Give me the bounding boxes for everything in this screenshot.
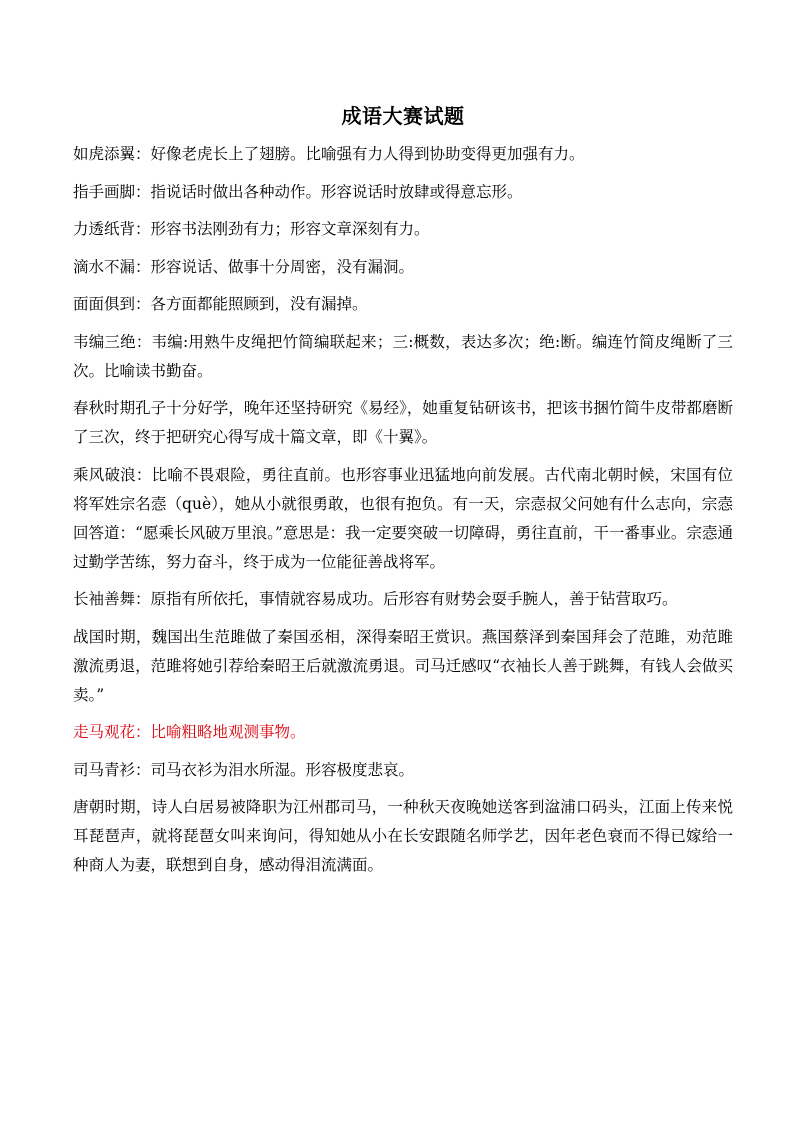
idiom-entry-litouzhibei: 力透纸背：形容书法刚劲有力；形容文章深刻有力。 xyxy=(73,220,430,238)
document-title: 成语大赛试题 xyxy=(341,104,465,128)
idiom-entry-dishuibulou: 滴水不漏：形容说话、做事十分周密，没有漏洞。 xyxy=(73,257,415,276)
idiom-entry-weibiansanjue: 韦编三绝：韦编:用熟牛皮绳把竹简编联起来；三:概数，表达多次；绝:断。编连竹简皮绳断了三次。比喻读书勤奋。 xyxy=(73,332,733,380)
idiom-story-simaqingshan: 唐朝时期，诗人白居易被降职为江州郡司马，一种秋天夜晚她送客到湓浦口码头，江面上传来悦耳琵琶声，就将琵琶女叫来询问，得知她从小在长安跟随名师学艺，因年老色衰而不得已嫁给一种商人为妻，联想到自身，感动得泪流满面。 xyxy=(73,798,733,874)
idiom-entry-zhishouhuajiao: 指手画脚：指说话时做出各种动作。形容说话时放肆或得意忘形。 xyxy=(73,182,523,201)
idiom-entry-simaqingshan: 司马青衫：司马衣衫为泪水所湿。形容极度悲哀。 xyxy=(73,760,415,779)
idiom-entry-ruhutianyi: 如虎添翼：好像老虎长上了翅膀。比喻强有力人得到协助变得更加强有力。 xyxy=(73,145,585,163)
idiom-story-weibiansanjue: 春秋时期孔子十分好学，晚年还坚持研究《易经》，她重复钻研该书，把该书捆竹简牛皮带都磨断了三次，终于把研究心得写成十篇文章，即《十翼》。 xyxy=(73,399,733,446)
document-page xyxy=(73,100,733,889)
idiom-entry-mianmianjudao: 面面俱到：各方面都能照顾到，没有漏掉。 xyxy=(73,295,368,313)
idiom-entry-zoumaguanhua: 走马观花：比喻粗略地观测事物。 xyxy=(73,723,306,741)
idiom-entry-changxiushanwu: 长袖善舞：原指有所依托，事情就容易成功。后形容有财势会耍手腕人，善于钻营取巧。 xyxy=(73,590,678,608)
idiom-entry-chengfengpolang: 乘风破浪：比喻不畏艰险，勇往直前。也形容事业迅猛地向前发展。古代南北朝时候，宋国有位将军姓宗名悫（què），她从小就很勇敢，也很有抱负。有一天，宗悫叔父问她有什么志向，宗悫回答道：“愿乘长风破万里浪。”意思是：我一定要突破一切障碍，勇往直前，干一番事业。宗悫通过勤学苦练，努力奋斗，终于成为一位能征善战将军。 xyxy=(73,465,733,571)
idiom-story-changxiushanwu: 战国时期，魏国出生范雎做了秦国丞相，深得秦昭王赏识。燕国蔡泽到秦国拜会了范雎，劝范雎激流勇退，范雎将她引荐给秦昭王后就激流勇退。司马迁感叹“衣袖长人善于跳舞，有钱人会做买卖。” xyxy=(73,627,733,704)
